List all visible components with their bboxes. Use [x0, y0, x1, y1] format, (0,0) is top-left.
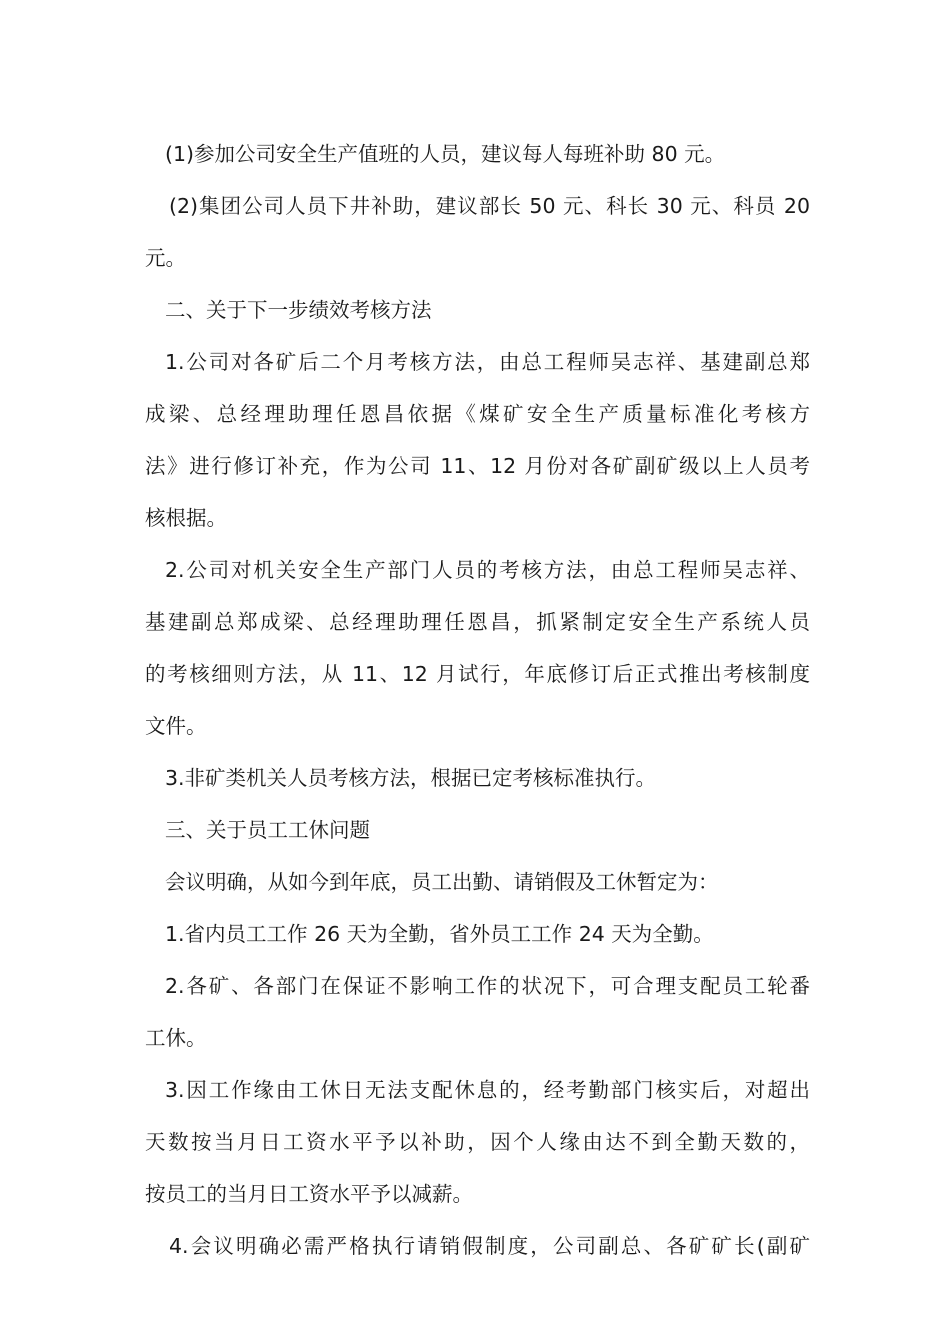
text-line: (1)参加公司安全生产值班的人员，建议每人每班补助 80 元。 — [165, 142, 726, 166]
text-line: 2.各矿、各部门在保证不影响工作的状况下，可合理支配员工轮番 — [165, 974, 810, 998]
text-line: 元。 — [145, 246, 186, 270]
text-line: 天数按当月日工资水平予以补助，因个人缘由达不到全勤天数的， — [145, 1130, 810, 1154]
text-line: 4.会议明确必需严格执行请销假制度，公司副总、各矿矿长(副矿 — [169, 1234, 810, 1258]
section-heading: 二、关于下一步绩效考核方法 — [165, 298, 432, 322]
text-line: (2)集团公司人员下井补助，建议部长 50 元、科长 30 元、科员 20 — [169, 194, 810, 218]
text-line: 按员工的当月日工资水平予以减薪。 — [145, 1182, 473, 1206]
text-line: 法》进行修订补充，作为公司 11、12 月份对各矿副矿级以上人员考 — [145, 454, 810, 478]
text-line: 的考核细则方法，从 11、12 月试行，年底修订后正式推出考核制度 — [145, 662, 810, 686]
text-line: 1.公司对各矿后二个月考核方法，由总工程师吴志祥、基建副总郑 — [165, 350, 810, 374]
document-body — [145, 128, 810, 1272]
section-heading: 三、关于员工工休问题 — [165, 818, 370, 842]
text-line: 3.非矿类机关人员考核方法，根据已定考核标准执行。 — [165, 766, 657, 790]
text-line: 工休。 — [145, 1026, 207, 1050]
text-line: 1.省内员工工作 26 天为全勤，省外员工工作 24 天为全勤。 — [165, 922, 714, 946]
text-line: 成梁、总经理助理任恩昌依据《煤矿安全生产质量标准化考核方 — [145, 402, 810, 426]
text-line: 核根据。 — [145, 506, 227, 530]
text-line: 2.公司对机关安全生产部门人员的考核方法，由总工程师吴志祥、 — [165, 558, 810, 582]
text-line: 文件。 — [145, 714, 207, 738]
text-line: 基建副总郑成梁、总经理助理任恩昌，抓紧制定安全生产系统人员 — [145, 610, 810, 634]
text-line: 3.因工作缘由工休日无法支配休息的，经考勤部门核实后，对超出 — [165, 1078, 810, 1102]
text-line: 会议明确，从如今到年底，员工出勤、请销假及工休暂定为： — [165, 870, 719, 894]
